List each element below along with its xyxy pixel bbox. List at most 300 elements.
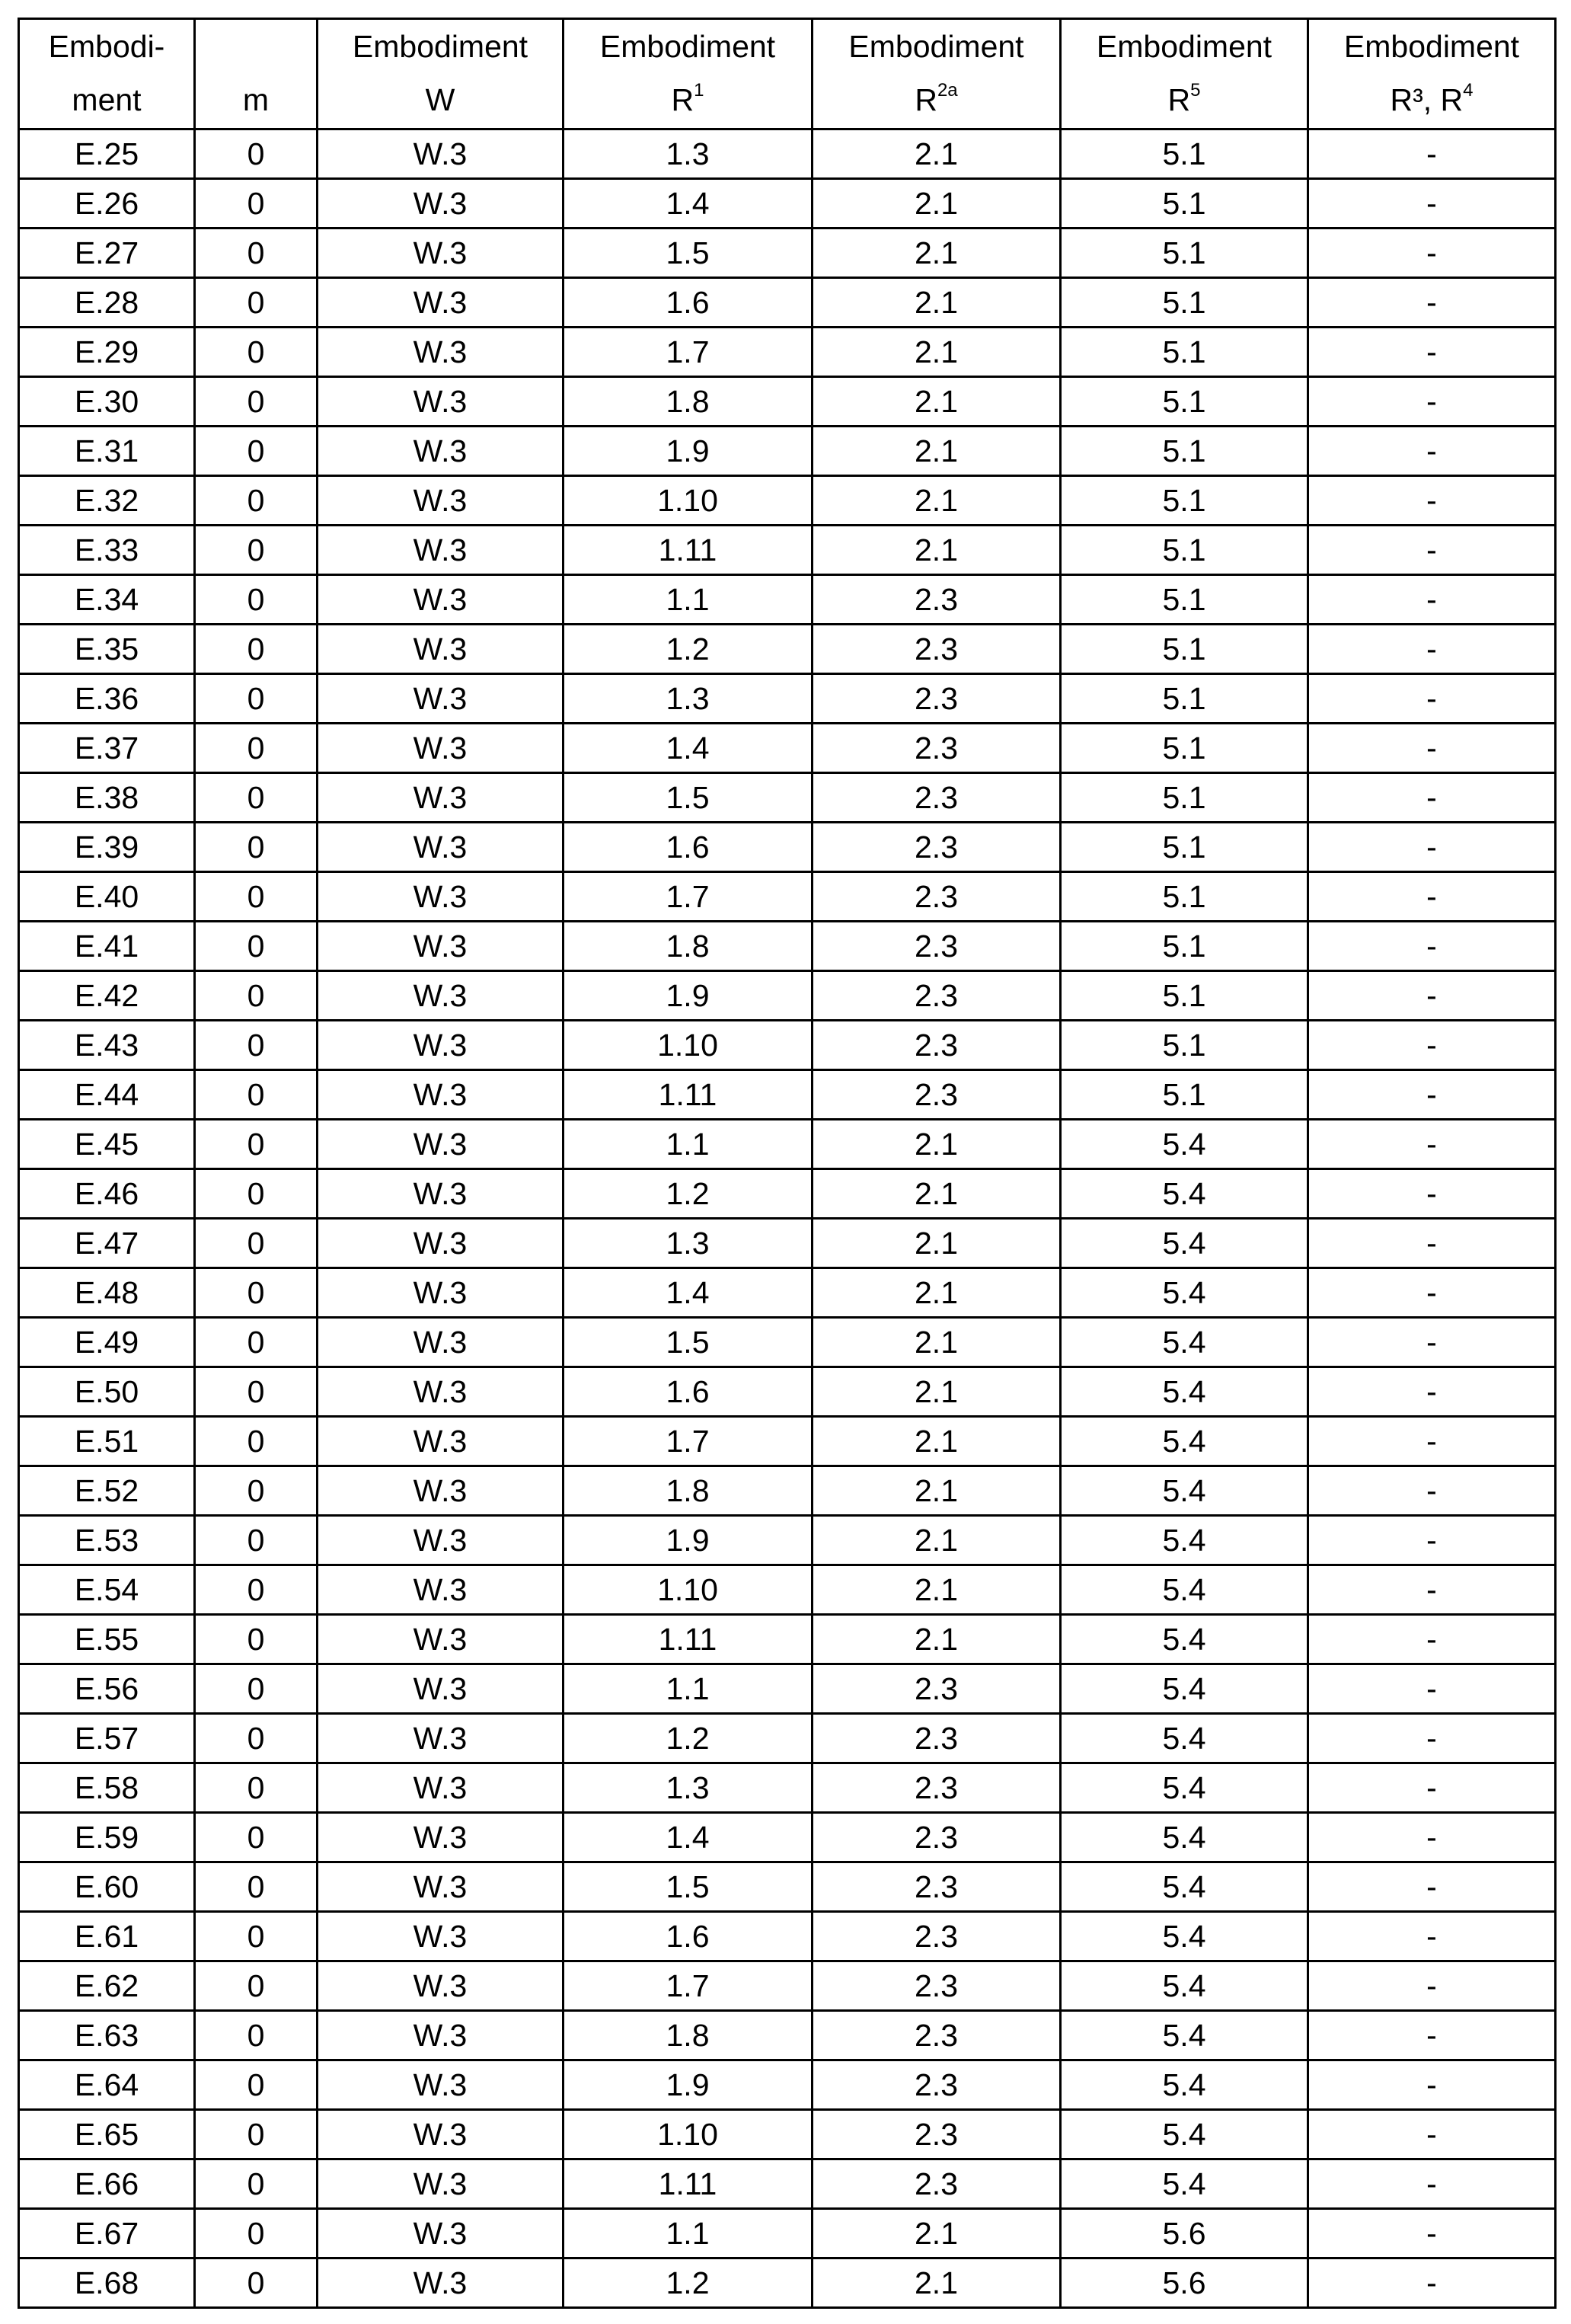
cell-r1: 1.8 <box>564 2011 813 2060</box>
table-row <box>19 2060 1556 2110</box>
cell-m: 0 <box>195 1615 318 1664</box>
header-w <box>318 19 564 129</box>
cell-w: W.3 <box>318 1169 564 1219</box>
cell-w: W.3 <box>318 1219 564 1268</box>
cell-r1: 1.5 <box>564 773 813 823</box>
cell-r3-r4: - <box>1308 625 1556 674</box>
cell-embodiment: E.56 <box>19 1664 195 1714</box>
header-line1: Embodiment <box>1309 20 1554 73</box>
cell-w: W.3 <box>318 1763 564 1813</box>
cell-r3-r4: - <box>1308 526 1556 575</box>
cell-r2a: 2.3 <box>813 1714 1061 1763</box>
cell-m: 0 <box>195 1763 318 1813</box>
cell-m: 0 <box>195 674 318 724</box>
cell-r5: 5.4 <box>1061 1813 1308 1862</box>
cell-w: W.3 <box>318 2258 564 2308</box>
table-row <box>19 1367 1556 1417</box>
cell-r1: 1.2 <box>564 1169 813 1219</box>
cell-r2a: 2.3 <box>813 872 1061 922</box>
table-row <box>19 1565 1556 1615</box>
cell-r5: 5.1 <box>1061 724 1308 773</box>
cell-embodiment: E.68 <box>19 2258 195 2308</box>
cell-r5: 5.1 <box>1061 625 1308 674</box>
cell-m: 0 <box>195 575 318 625</box>
table-row <box>19 1763 1556 1813</box>
cell-r5: 5.1 <box>1061 229 1308 278</box>
cell-r5: 5.4 <box>1061 1565 1308 1615</box>
cell-embodiment: E.55 <box>19 1615 195 1664</box>
header-symbol: R <box>1168 82 1191 117</box>
table-row <box>19 1466 1556 1516</box>
cell-r2a: 2.1 <box>813 1516 1061 1565</box>
header-symbol: m <box>243 82 269 117</box>
cell-w: W.3 <box>318 1367 564 1417</box>
cell-r2a: 2.1 <box>813 526 1061 575</box>
table-row <box>19 328 1556 377</box>
cell-r5: 5.4 <box>1061 1219 1308 1268</box>
cell-r2a: 2.1 <box>813 229 1061 278</box>
cell-embodiment: E.38 <box>19 773 195 823</box>
cell-r5: 5.4 <box>1061 1268 1308 1318</box>
cell-r3-r4: - <box>1308 872 1556 922</box>
header-line2 <box>564 73 811 126</box>
cell-r5: 5.1 <box>1061 179 1308 229</box>
cell-r3-r4: - <box>1308 2258 1556 2308</box>
cell-w: W.3 <box>318 2011 564 2060</box>
cell-r5: 5.4 <box>1061 2011 1308 2060</box>
cell-w: W.3 <box>318 229 564 278</box>
table-row <box>19 1417 1556 1466</box>
cell-r1: 1.5 <box>564 229 813 278</box>
cell-r1: 1.5 <box>564 1862 813 1912</box>
table-row <box>19 179 1556 229</box>
cell-r5: 5.1 <box>1061 278 1308 328</box>
cell-r1: 1.8 <box>564 1466 813 1516</box>
cell-w: W.3 <box>318 1565 564 1615</box>
cell-embodiment: E.30 <box>19 377 195 427</box>
cell-w: W.3 <box>318 1120 564 1169</box>
cell-r2a: 2.3 <box>813 1961 1061 2011</box>
cell-r3-r4: - <box>1308 1318 1556 1367</box>
header-r5 <box>1061 19 1308 129</box>
cell-embodiment: E.50 <box>19 1367 195 1417</box>
cell-w: W.3 <box>318 823 564 872</box>
cell-r1: 1.7 <box>564 1961 813 2011</box>
cell-r1: 1.9 <box>564 427 813 476</box>
cell-embodiment: E.31 <box>19 427 195 476</box>
table-row <box>19 2011 1556 2060</box>
cell-w: W.3 <box>318 1021 564 1070</box>
cell-m: 0 <box>195 1565 318 1615</box>
cell-r5: 5.4 <box>1061 1367 1308 1417</box>
cell-r5: 5.1 <box>1061 1021 1308 1070</box>
cell-w: W.3 <box>318 129 564 179</box>
cell-m: 0 <box>195 2011 318 2060</box>
cell-m: 0 <box>195 2258 318 2308</box>
table-row <box>19 971 1556 1021</box>
table-row <box>19 922 1556 971</box>
cell-r3-r4: - <box>1308 278 1556 328</box>
header-line1: Embodi- <box>20 20 193 73</box>
cell-r2a: 2.1 <box>813 476 1061 526</box>
cell-r5: 5.4 <box>1061 1714 1308 1763</box>
cell-r2a: 2.1 <box>813 1120 1061 1169</box>
cell-embodiment: E.46 <box>19 1169 195 1219</box>
cell-embodiment: E.47 <box>19 1219 195 1268</box>
cell-r1: 1.9 <box>564 2060 813 2110</box>
cell-r3-r4: - <box>1308 1367 1556 1417</box>
cell-r2a: 2.1 <box>813 328 1061 377</box>
cell-r3-r4: - <box>1308 328 1556 377</box>
cell-w: W.3 <box>318 1070 564 1120</box>
cell-r1: 1.6 <box>564 1912 813 1961</box>
cell-r1: 1.11 <box>564 1070 813 1120</box>
cell-m: 0 <box>195 2209 318 2258</box>
cell-embodiment: E.67 <box>19 2209 195 2258</box>
table-row <box>19 1169 1556 1219</box>
cell-w: W.3 <box>318 2060 564 2110</box>
cell-r3-r4: - <box>1308 1120 1556 1169</box>
cell-m: 0 <box>195 1417 318 1466</box>
header-line2 <box>318 73 562 126</box>
table-row <box>19 1714 1556 1763</box>
table-row <box>19 526 1556 575</box>
cell-r1: 1.1 <box>564 575 813 625</box>
cell-r5: 5.1 <box>1061 476 1308 526</box>
cell-embodiment: E.42 <box>19 971 195 1021</box>
cell-r2a: 2.3 <box>813 773 1061 823</box>
cell-r5: 5.1 <box>1061 328 1308 377</box>
cell-m: 0 <box>195 823 318 872</box>
cell-r5: 5.4 <box>1061 1615 1308 1664</box>
cell-r3-r4: - <box>1308 724 1556 773</box>
cell-r1: 1.10 <box>564 1565 813 1615</box>
cell-r1: 1.7 <box>564 1417 813 1466</box>
cell-r3-r4: - <box>1308 1565 1556 1615</box>
cell-embodiment: E.28 <box>19 278 195 328</box>
header-line2 <box>1062 73 1307 126</box>
cell-r1: 1.3 <box>564 129 813 179</box>
cell-r1: 1.7 <box>564 328 813 377</box>
cell-embodiment: E.45 <box>19 1120 195 1169</box>
cell-embodiment: E.29 <box>19 328 195 377</box>
cell-r3-r4: - <box>1308 229 1556 278</box>
cell-r3-r4: - <box>1308 922 1556 971</box>
cell-m: 0 <box>195 2060 318 2110</box>
cell-r5: 5.4 <box>1061 1763 1308 1813</box>
cell-w: W.3 <box>318 179 564 229</box>
cell-r3-r4: - <box>1308 1664 1556 1714</box>
cell-r2a: 2.3 <box>813 724 1061 773</box>
cell-embodiment: E.32 <box>19 476 195 526</box>
table-row <box>19 1268 1556 1318</box>
cell-embodiment: E.54 <box>19 1565 195 1615</box>
cell-r1: 1.3 <box>564 1219 813 1268</box>
cell-r1: 1.3 <box>564 674 813 724</box>
cell-w: W.3 <box>318 377 564 427</box>
cell-r5: 5.4 <box>1061 1516 1308 1565</box>
cell-embodiment: E.51 <box>19 1417 195 1466</box>
header-r1 <box>564 19 813 129</box>
cell-embodiment: E.66 <box>19 2159 195 2209</box>
cell-w: W.3 <box>318 328 564 377</box>
cell-embodiment: E.27 <box>19 229 195 278</box>
cell-r2a: 2.1 <box>813 179 1061 229</box>
cell-m: 0 <box>195 1466 318 1516</box>
cell-w: W.3 <box>318 1813 564 1862</box>
cell-m: 0 <box>195 129 318 179</box>
cell-w: W.3 <box>318 1466 564 1516</box>
cell-r5: 5.4 <box>1061 2159 1308 2209</box>
header-line2 <box>20 73 193 126</box>
header-symbol: R <box>672 82 694 117</box>
cell-r3-r4: - <box>1308 674 1556 724</box>
cell-w: W.3 <box>318 625 564 674</box>
cell-r2a: 2.1 <box>813 129 1061 179</box>
cell-r5: 5.4 <box>1061 1961 1308 2011</box>
table-row <box>19 1070 1556 1120</box>
cell-r5: 5.4 <box>1061 1466 1308 1516</box>
cell-r5: 5.4 <box>1061 1120 1308 1169</box>
cell-r5: 5.6 <box>1061 2209 1308 2258</box>
cell-r5: 5.4 <box>1061 1862 1308 1912</box>
cell-w: W.3 <box>318 1862 564 1912</box>
cell-r3-r4: - <box>1308 427 1556 476</box>
cell-m: 0 <box>195 1219 318 1268</box>
cell-w: W.3 <box>318 674 564 724</box>
cell-r2a: 2.3 <box>813 823 1061 872</box>
cell-r3-r4: - <box>1308 823 1556 872</box>
cell-m: 0 <box>195 377 318 427</box>
cell-r2a: 2.1 <box>813 1318 1061 1367</box>
table-row <box>19 1813 1556 1862</box>
cell-r2a: 2.1 <box>813 1615 1061 1664</box>
table-row <box>19 1961 1556 2011</box>
cell-r2a: 2.3 <box>813 1664 1061 1714</box>
header-superscript: 5 <box>1190 80 1200 101</box>
cell-r2a: 2.3 <box>813 575 1061 625</box>
cell-r5: 5.4 <box>1061 1318 1308 1367</box>
cell-r1: 1.5 <box>564 1318 813 1367</box>
cell-r3-r4: - <box>1308 773 1556 823</box>
cell-r5: 5.4 <box>1061 1417 1308 1466</box>
cell-r2a: 2.1 <box>813 377 1061 427</box>
header-line1: Embodiment <box>564 20 811 73</box>
header-line1: Embodiment <box>813 20 1059 73</box>
cell-w: W.3 <box>318 724 564 773</box>
cell-r1: 1.10 <box>564 476 813 526</box>
header-embodiment <box>19 19 195 129</box>
cell-w: W.3 <box>318 2209 564 2258</box>
cell-r1: 1.1 <box>564 2209 813 2258</box>
cell-r5: 5.1 <box>1061 971 1308 1021</box>
table-row <box>19 278 1556 328</box>
cell-w: W.3 <box>318 1417 564 1466</box>
cell-r2a: 2.3 <box>813 1912 1061 1961</box>
cell-r3-r4: - <box>1308 1615 1556 1664</box>
header-line1: Embodiment <box>1062 20 1307 73</box>
table-row <box>19 773 1556 823</box>
header-superscript: 4 <box>1463 80 1473 101</box>
cell-embodiment: E.33 <box>19 526 195 575</box>
table-row <box>19 2159 1556 2209</box>
table-row <box>19 1021 1556 1070</box>
table-row <box>19 1664 1556 1714</box>
cell-r1: 1.10 <box>564 1021 813 1070</box>
cell-embodiment: E.40 <box>19 872 195 922</box>
cell-r1: 1.11 <box>564 2159 813 2209</box>
cell-m: 0 <box>195 724 318 773</box>
cell-embodiment: E.53 <box>19 1516 195 1565</box>
cell-r1: 1.4 <box>564 1268 813 1318</box>
cell-r1: 1.4 <box>564 179 813 229</box>
cell-embodiment: E.63 <box>19 2011 195 2060</box>
table-row <box>19 1120 1556 1169</box>
cell-r2a: 2.3 <box>813 1070 1061 1120</box>
header-superscript: 2a <box>937 80 958 101</box>
cell-r3-r4: - <box>1308 1021 1556 1070</box>
cell-m: 0 <box>195 2110 318 2159</box>
cell-r5: 5.1 <box>1061 823 1308 872</box>
header-line2 <box>813 73 1059 126</box>
cell-r3-r4: - <box>1308 1516 1556 1565</box>
cell-m: 0 <box>195 1516 318 1565</box>
cell-r3-r4: - <box>1308 1268 1556 1318</box>
cell-r5: 5.1 <box>1061 922 1308 971</box>
cell-r2a: 2.1 <box>813 1565 1061 1615</box>
cell-r5: 5.1 <box>1061 129 1308 179</box>
header-symbol: W <box>426 82 455 117</box>
table-row <box>19 377 1556 427</box>
cell-w: W.3 <box>318 1912 564 1961</box>
table-row <box>19 823 1556 872</box>
table-row <box>19 1615 1556 1664</box>
cell-r1: 1.8 <box>564 377 813 427</box>
table-row <box>19 674 1556 724</box>
cell-w: W.3 <box>318 2110 564 2159</box>
cell-m: 0 <box>195 179 318 229</box>
cell-m: 0 <box>195 1862 318 1912</box>
cell-w: W.3 <box>318 476 564 526</box>
cell-r5: 5.4 <box>1061 1664 1308 1714</box>
cell-r3-r4: - <box>1308 575 1556 625</box>
table-row <box>19 229 1556 278</box>
cell-r2a: 2.3 <box>813 922 1061 971</box>
cell-r2a: 2.3 <box>813 2110 1061 2159</box>
cell-r1: 1.11 <box>564 526 813 575</box>
cell-embodiment: E.59 <box>19 1813 195 1862</box>
cell-m: 0 <box>195 773 318 823</box>
table-row <box>19 129 1556 179</box>
cell-r3-r4: - <box>1308 1961 1556 2011</box>
cell-m: 0 <box>195 1021 318 1070</box>
cell-r1: 1.2 <box>564 1714 813 1763</box>
cell-r3-r4: - <box>1308 1417 1556 1466</box>
cell-r3-r4: - <box>1308 179 1556 229</box>
cell-r3-r4: - <box>1308 1219 1556 1268</box>
cell-w: W.3 <box>318 922 564 971</box>
cell-r2a: 2.3 <box>813 674 1061 724</box>
cell-embodiment: E.44 <box>19 1070 195 1120</box>
header-symbol: R³, R <box>1390 82 1463 117</box>
cell-w: W.3 <box>318 971 564 1021</box>
cell-m: 0 <box>195 971 318 1021</box>
cell-r3-r4: - <box>1308 1763 1556 1813</box>
header-line2 <box>1309 73 1554 126</box>
cell-r2a: 2.1 <box>813 1268 1061 1318</box>
cell-r3-r4: - <box>1308 129 1556 179</box>
cell-m: 0 <box>195 328 318 377</box>
cell-r5: 5.1 <box>1061 872 1308 922</box>
cell-r3-r4: - <box>1308 1169 1556 1219</box>
table-row <box>19 1862 1556 1912</box>
cell-m: 0 <box>195 1318 318 1367</box>
cell-w: W.3 <box>318 2159 564 2209</box>
header-superscript: 1 <box>694 80 704 101</box>
cell-w: W.3 <box>318 1318 564 1367</box>
cell-embodiment: E.58 <box>19 1763 195 1813</box>
cell-m: 0 <box>195 625 318 674</box>
table-row <box>19 1318 1556 1367</box>
cell-embodiment: E.57 <box>19 1714 195 1763</box>
cell-embodiment: E.52 <box>19 1466 195 1516</box>
cell-embodiment: E.39 <box>19 823 195 872</box>
cell-r5: 5.1 <box>1061 773 1308 823</box>
cell-r1: 1.11 <box>564 1615 813 1664</box>
cell-embodiment: E.43 <box>19 1021 195 1070</box>
table-row <box>19 2209 1556 2258</box>
cell-r2a: 2.1 <box>813 1169 1061 1219</box>
cell-r2a: 2.1 <box>813 427 1061 476</box>
cell-r2a: 2.1 <box>813 278 1061 328</box>
cell-r1: 1.9 <box>564 971 813 1021</box>
cell-r5: 5.1 <box>1061 526 1308 575</box>
table-row <box>19 2110 1556 2159</box>
cell-m: 0 <box>195 1813 318 1862</box>
cell-embodiment: E.61 <box>19 1912 195 1961</box>
cell-embodiment: E.36 <box>19 674 195 724</box>
cell-r1: 1.6 <box>564 1367 813 1417</box>
cell-r2a: 2.3 <box>813 2011 1061 2060</box>
cell-r1: 1.4 <box>564 724 813 773</box>
cell-w: W.3 <box>318 278 564 328</box>
cell-r5: 5.4 <box>1061 2060 1308 2110</box>
cell-m: 0 <box>195 229 318 278</box>
cell-r5: 5.4 <box>1061 1169 1308 1219</box>
table-row <box>19 476 1556 526</box>
cell-r5: 5.1 <box>1061 674 1308 724</box>
table-row <box>19 1516 1556 1565</box>
cell-m: 0 <box>195 476 318 526</box>
cell-r1: 1.10 <box>564 2110 813 2159</box>
cell-w: W.3 <box>318 1516 564 1565</box>
header-r2a <box>813 19 1061 129</box>
cell-r1: 1.1 <box>564 1664 813 1714</box>
cell-m: 0 <box>195 1714 318 1763</box>
cell-w: W.3 <box>318 526 564 575</box>
cell-r3-r4: - <box>1308 1466 1556 1516</box>
cell-m: 0 <box>195 1169 318 1219</box>
cell-m: 0 <box>195 1367 318 1417</box>
cell-embodiment: E.41 <box>19 922 195 971</box>
cell-embodiment: E.37 <box>19 724 195 773</box>
header-symbol: R <box>915 82 937 117</box>
cell-r2a: 2.1 <box>813 1417 1061 1466</box>
cell-r3-r4: - <box>1308 2159 1556 2209</box>
header-row <box>19 19 1556 129</box>
cell-r5: 5.4 <box>1061 2110 1308 2159</box>
cell-r2a: 2.3 <box>813 2060 1061 2110</box>
